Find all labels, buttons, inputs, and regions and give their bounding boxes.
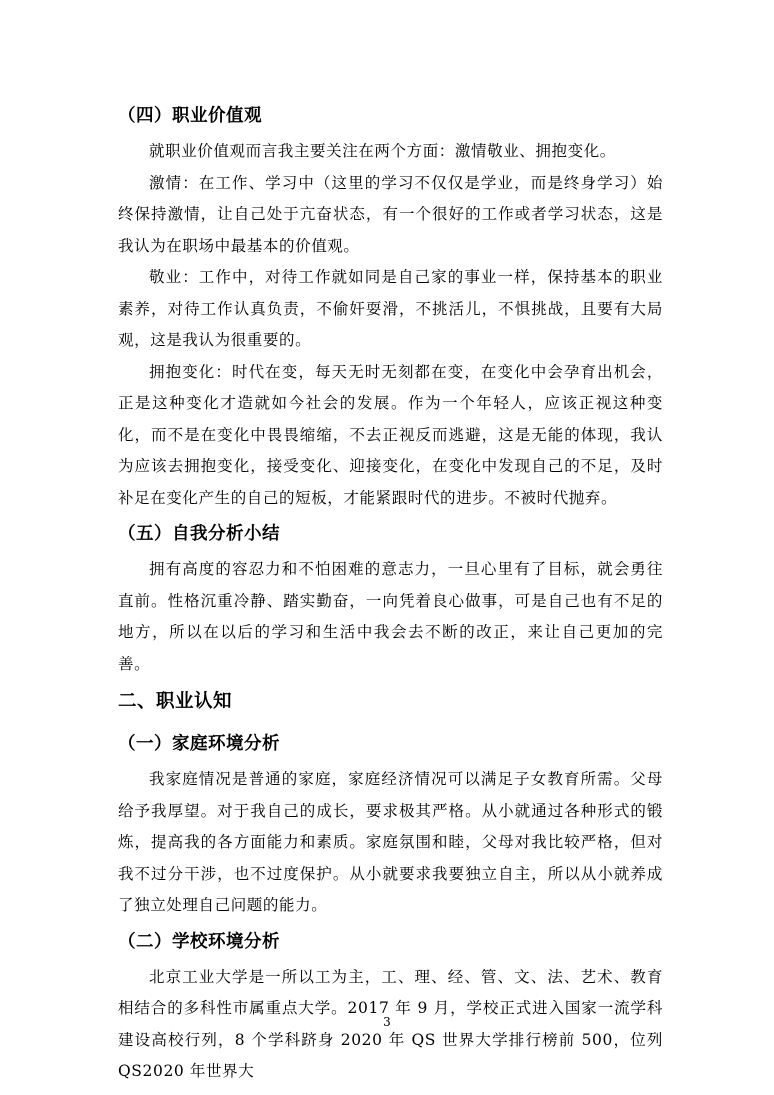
paragraph: 拥有高度的容忍力和不怕困难的意志力，一旦心里有了目标，就会勇往直前。性格沉重冷静、踏实勤奋，一向凭着良心做事，可是自己也有不足的地方，所以在以后的学习和生活中我会去不断的改正，来让自己更加的完善。 — [118, 560, 663, 673]
section-heading-summary: （五）自我分析小结 — [118, 524, 280, 544]
paragraph: 就职业价值观而言我主要关注在两个方面：激情敬业、拥抱变化。 — [149, 142, 616, 160]
section-heading-school: （二）学校环境分析 — [118, 931, 280, 952]
page-content — [118, 96, 663, 1088]
page-number: 3 — [383, 1015, 391, 1029]
paragraph: 拥抱变化：时代在变，每天无时无刻都在变，在变化中会孕育出机会，正是这种变化才造就如今社会的发展。作为一个年轻人，应该正视这种变化，而不是在变化中畏畏缩缩，不去正视反而逃避，这是无能的体现，我认为应该去拥抱变化，接受变化、迎接变化，在变化中发现自己的不足，及时补足在变化产生的自己的短板，才能紧跟时代的进步。不被时代抛弃。 — [118, 362, 663, 507]
paragraph: 敬业：工作中，对待工作就如同是自己家的事业一样，保持基本的职业素养，对待工作认真负责，不偷奸耍滑，不挑活儿，不惧挑战，且要有大局观，这是我认为很重要的。 — [118, 268, 663, 349]
section-heading-family: （一）家庭环境分析 — [118, 734, 280, 754]
paragraph: 北京工业大学是一所以工为主，工、理、经、管、文、法、艺术、教育相结合的多科性市属重点大学。2017 年 9 月，学校正式进入国家一流学科建设高校行列，8 个学科跻身 2020 年 QS 世界大学排行榜前 500，位列 QS2020 年世界大 — [118, 967, 663, 1080]
chapter-heading-career-cognition: 二、职业认知 — [118, 691, 233, 712]
section-heading-values: （四）职业价值观 — [118, 106, 262, 126]
paragraph: 激情：在工作、学习中（这里的学习不仅仅是学业，而是终身学习）始终保持激情，让自己处于亢奋状态，有一个很好的工作或者学习状态，这是我认为在职场中最基本的价值观。 — [118, 173, 663, 255]
paragraph: 我家庭情况是普通的家庭，家庭经济情况可以满足子女教育所需。父母给予我厚望。对于我自己的成长，要求极其严格。从小就通过各种形式的锻炼，提高我的各方面能力和素质。家庭氛围和睦，父母对我比较严格，但对我不过分干涉，也不过度保护。从小就要求我要独立自主，所以从小就养成了独立处理自己问题的能力。 — [118, 770, 663, 914]
